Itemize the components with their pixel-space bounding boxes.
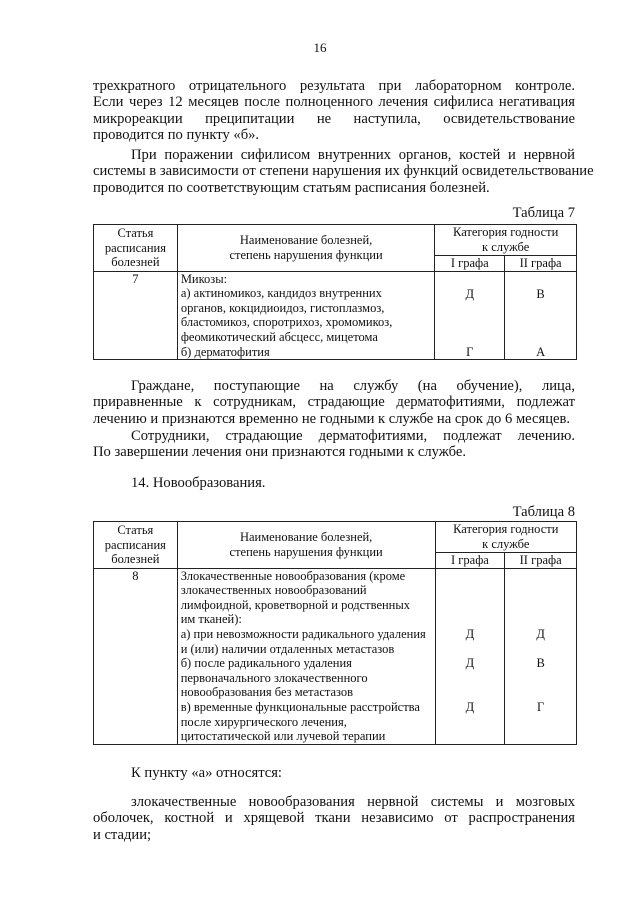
paragraph-citizens xyxy=(93,378,575,427)
header-article: Статья расписания болезней xyxy=(94,522,178,569)
page-number: 16 xyxy=(313,40,327,55)
disease-name: Злокачественные новообразования (кроме злокачественных новообразований лимфоидной, кроветворной и родственных им тканей): а) при невозможности радикального удаления и (или) наличии отдаленных метастазов б) после радикального удаления первоначального злокачественного новообразования без метастазов в) временные функциональные расстройства после хирургического лечения, цитостатической или лучевой терапии xyxy=(177,568,435,744)
text-line: и стадии; xyxy=(93,826,152,843)
paragraph-employees xyxy=(93,428,575,461)
table-8-caption: Таблица 8 xyxy=(512,504,575,520)
text-line: приравненные к сотрудникам, страдающие дерматофитиями, подлежат xyxy=(93,394,575,411)
category-col-1: Д Г xyxy=(435,271,505,360)
category-col-2: Д В Г xyxy=(505,568,577,744)
section-title: 14. Новообразования. xyxy=(131,475,266,491)
paragraph-syphilis-organs xyxy=(93,147,594,196)
text-line: злокачественные новообразования нервной системы и мозговых xyxy=(131,794,575,810)
disease-name: Микозы: а) актиномикоз, кандидоз внутренних органов, кокцидиоидоз, гистоплазмоз, бластомикоз, споротрихоз, хромомикоз, феомикотический абсцесс, мицетома б) дерматофития xyxy=(177,271,435,360)
text-line: лечению и признаются временно не годными к службе на срок до 6 месяцев. xyxy=(93,410,571,427)
header-category: Категория годности к службе xyxy=(435,225,577,256)
text-line: проводится по пункту «б». xyxy=(93,126,260,143)
text-line: микрореакции преципитации не наступила, освидетельствование xyxy=(93,110,575,127)
header-col-2: II графа xyxy=(505,256,577,272)
table-8 xyxy=(93,521,577,745)
category-col-1: Д Д Д xyxy=(435,568,505,744)
paragraph-point-a: К пункту «а» относятся: xyxy=(131,765,282,781)
text-line: По завершении лечения они признаются годными к службе. xyxy=(93,444,467,461)
header-name: Наименование болезней, степень нарушения функции xyxy=(177,225,435,272)
category-col-2: В А xyxy=(505,271,577,360)
text-line: Если через 12 месяцев после полноценного лечения сифилиса негативация xyxy=(93,94,575,111)
text-line: системы в зависимости от степени нарушения их функций освидетельствование xyxy=(93,163,594,180)
text-line: Граждане, поступающие на службу (на обучение), лица, xyxy=(131,378,575,394)
paragraph-syphilis-control xyxy=(93,78,575,143)
article-number: 8 xyxy=(94,568,178,744)
header-col-2: II графа xyxy=(505,553,577,569)
header-name: Наименование болезней, степень нарушения функции xyxy=(177,522,435,569)
paragraph-neoplasms xyxy=(93,794,575,843)
table-7-caption: Таблица 7 xyxy=(512,205,575,221)
text-line: оболочек, костной и хрящевой ткани независимо от распространения xyxy=(93,810,575,827)
text-line: проводится по соответствующим статьям расписания болезней. xyxy=(93,179,490,196)
header-article: Статья расписания болезней xyxy=(94,225,178,272)
header-col-1: I графа xyxy=(435,256,505,272)
table-7 xyxy=(93,224,577,360)
article-number: 7 xyxy=(94,271,178,360)
text-line: Сотрудники, страдающие дерматофитиями, подлежат лечению. xyxy=(131,428,575,444)
header-col-1: I графа xyxy=(435,553,505,569)
text-line: трехкратного отрицательного результата при лабораторном контроле. xyxy=(93,78,575,94)
header-category: Категория годности к службе xyxy=(435,522,576,553)
text-line: При поражении сифилисом внутренних органов, костей и нервной xyxy=(131,147,575,163)
